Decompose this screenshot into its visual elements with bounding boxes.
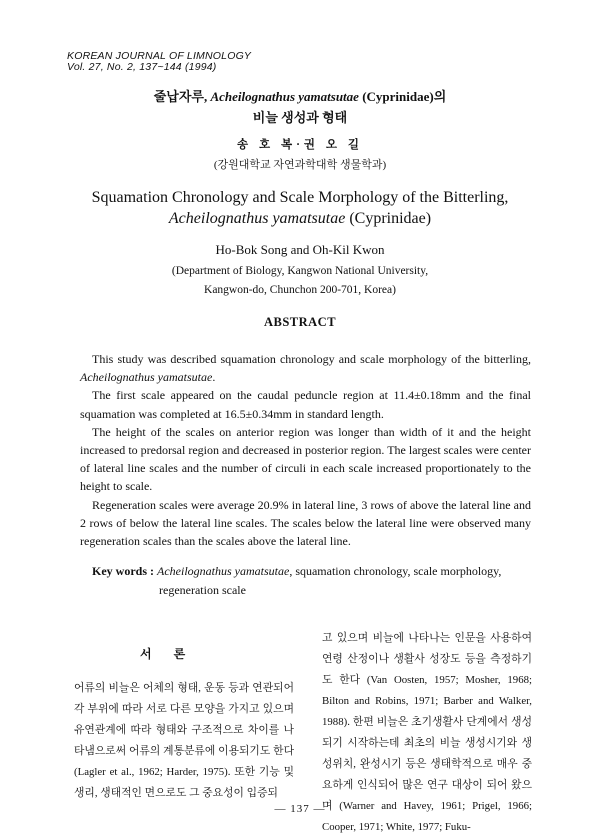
keywords [92, 562, 532, 600]
korean-affiliation: (강원대학교 자연과학대학 생물학과) [213, 159, 387, 171]
korean-authors: 송 호 복·권 오 길 [237, 139, 363, 151]
korean-title-part1: 줄납자루, [153, 89, 208, 104]
korean-title-line2: 비늘 생성과 형태 [252, 110, 348, 125]
journal-volume: Vol. 27, No. 2, 137~144 (1994) [67, 61, 217, 73]
english-title-line1: Squamation Chronology and Scale Morphology of the Bitterling, [91, 189, 509, 206]
english-title-family: (Cyprinidae) [349, 210, 432, 227]
keywords-label: Key words : [92, 564, 154, 578]
korean-title-species: Acheilognathus yamatsutae [210, 89, 359, 104]
english-affiliation [0, 262, 600, 300]
left-column [74, 678, 294, 804]
page-number: — 137 — [274, 803, 326, 815]
abstract-paragraph: The height of the scales on anterior region was longer than width of it and the height increased to predorsal region and decreased in posterior region. The largest scales were center of lateral line scales and the number of circuli in each scale increased proportionately to the height to scale. [80, 424, 531, 494]
keywords-rest: , squamation chronology, scale morphology, [289, 564, 502, 578]
abstract-heading: ABSTRACT [263, 315, 337, 329]
abstract-paragraph: The first scale appeared on the caudal peduncle region at 11.4±0.18mm and the final squamation was completed at 16.5±0.34mm in standard length. [80, 388, 531, 421]
korean-title [0, 86, 600, 128]
affiliation-line1: (Department of Biology, Kangwon National University, [171, 265, 429, 277]
journal-header [67, 51, 251, 73]
journal-name: KOREAN JOURNAL OF LIMNOLOGY [67, 50, 252, 62]
abstract-p1-text: This study was described squamation chronology and scale morphology of the bitterling, [92, 352, 531, 366]
abstract-p1-species: Acheilognathus yamatsutae [80, 370, 213, 385]
korean-title-part2: (Cyprinidae)의 [362, 89, 447, 104]
english-title-species: Acheilognathus yamatsutae [168, 210, 346, 227]
english-title [0, 187, 600, 229]
keywords-species: Acheilognathus yamatsutae [157, 564, 290, 578]
right-column-text: 고 있으며 비늘에 나타나는 인문을 사용하여 연령 산정이나 생활사 성장도 등을 측정하기도 한다 (Van Oosten, 1957; Mosher, 1968; Bilton and Robins, 1971; Barber and Walker, 1988). 한편 비늘은 초기생활사 단계에서 생성되기 시작하는데 최초의 비늘 생성시기와 생성위치, 완성시기 등은 생태학적으로 매우 중요하게 인식되어 많은 연구 대상이 되어 왔으며 (Warner and Havey, 1961; Prigel, 1966; Cooper, 1971; White, 1977; Fuku- [322, 632, 532, 833]
english-authors: Ho-Bok Song and Oh-Kil Kwon [215, 242, 385, 257]
abstract-body [80, 350, 531, 550]
keywords-line2: regeneration scale [159, 583, 246, 597]
affiliation-line2: Kangwon-do, Chunchon 200-701, Korea) [204, 284, 396, 296]
left-column-text: 어류의 비늘은 어체의 형태, 운동 등과 연관되어 각 부위에 따라 서로 다른 모양을 가지고 있으며 유연관계에 따라 형태와 구조적으로 차이를 나타냄으로써 어류의 계통분류에 이용되기도 한다 (Lagler et al., 1962; Harder, 1975). 또한 기능 및 생리, 생태적인 면으로도 그 중요성이 입증되 [74, 682, 294, 799]
section-heading: 서론 [140, 647, 208, 661]
abstract-p1-end: . [212, 370, 216, 385]
abstract-paragraph: Regeneration scales were average 20.9% in lateral line, 3 rows of above the lateral line and 2 rows of below the lateral line scales. The scales below the lateral line were observed many regeneration scales than the scales above the lateral line. [80, 497, 531, 549]
abstract-paragraph [80, 350, 531, 386]
